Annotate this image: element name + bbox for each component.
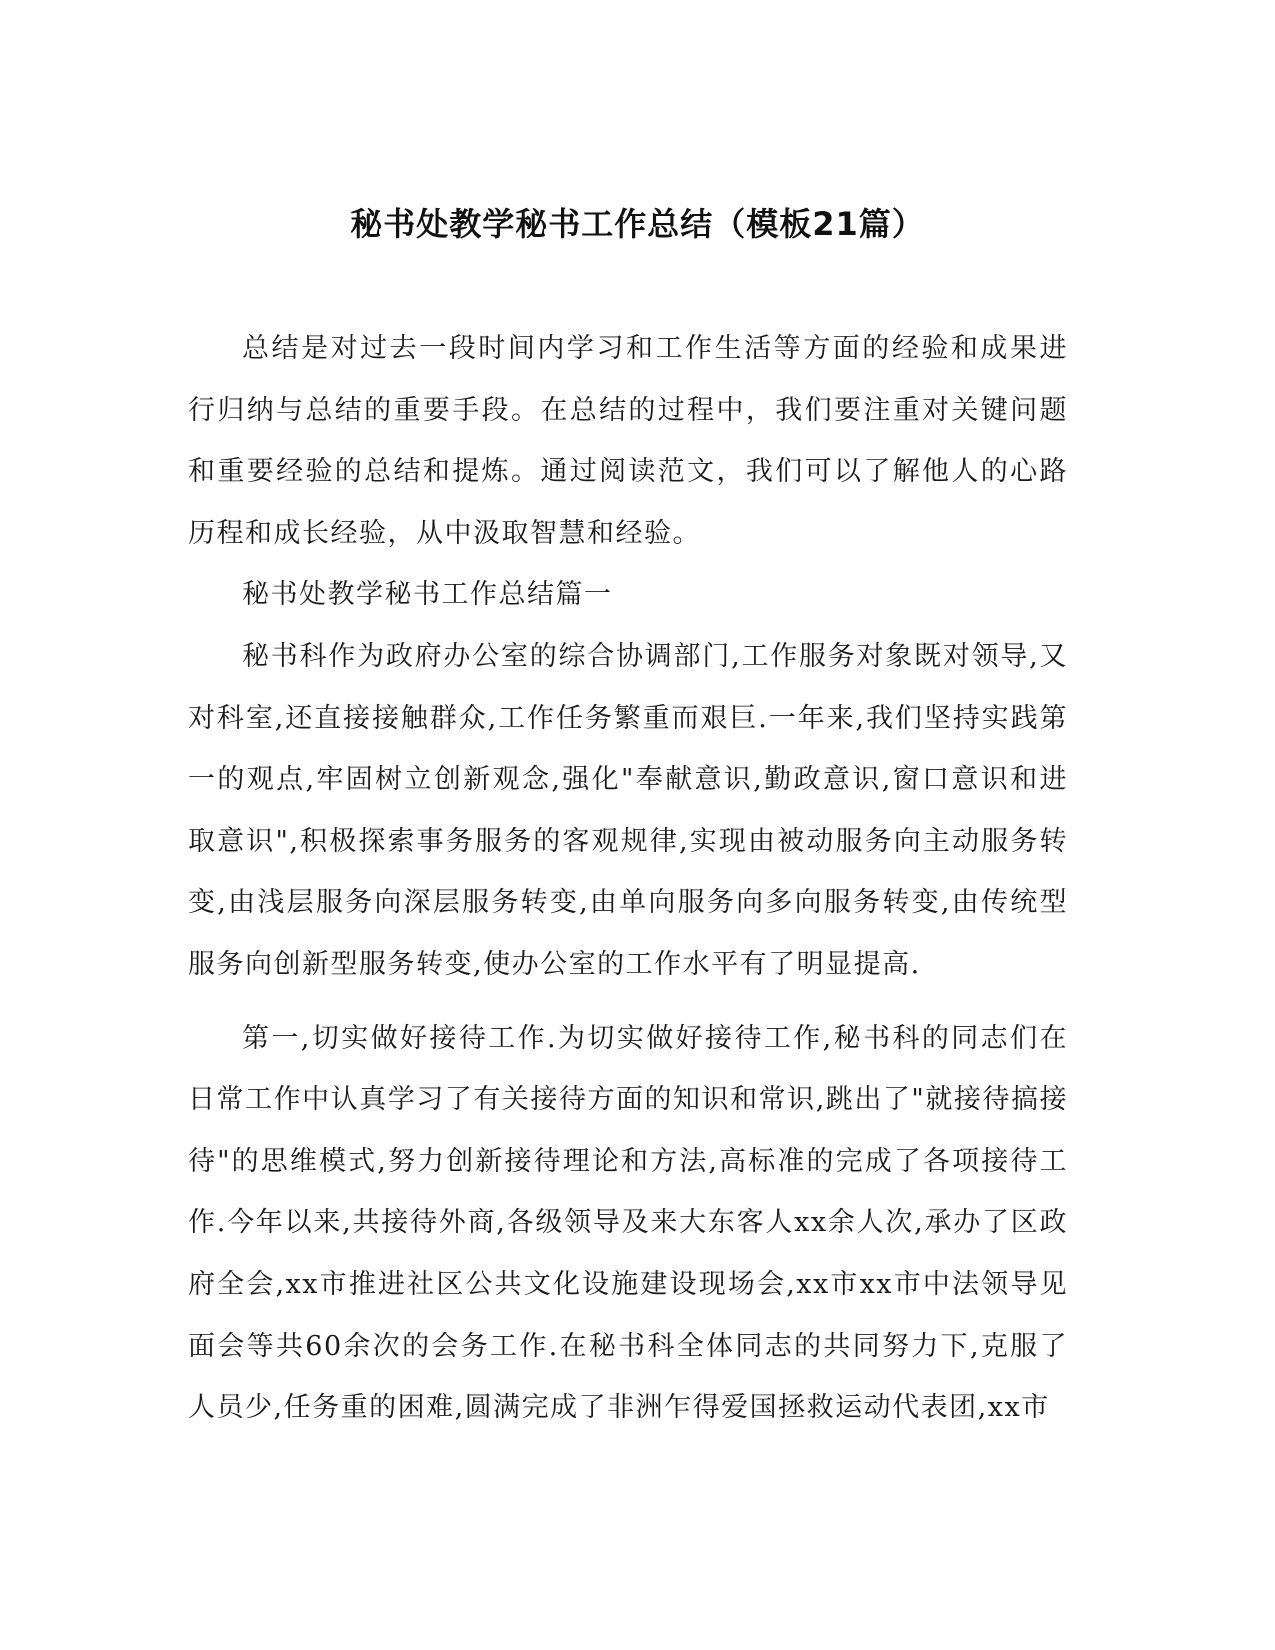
intro-paragraph: 总结是对过去一段时间内学习和工作生活等方面的经验和成果进行归纳与总结的重要手段。在总结的过程中，我们要注重对关键问题和重要经验的总结和提炼。通过阅读范文，我们可以了解他人的心路历程和成长经验，从中汲取智慧和经验。 xyxy=(188,333,1068,549)
paragraph-spacer xyxy=(188,996,1068,1008)
body-paragraph-2: 第一,切实做好接待工作.为切实做好接待工作,秘书科的同志们在日常工作中认真学习了有关接待方面的知识和常识,跳出了"就接待搞接待"的思维模式,努力创新接待理论和方法,高标准的完成了各项接待工作.今年以来,共接待外商,各级领导及来大东客人xx余人次,承办了区政府全会,xx市推进社区公共文化设施建设现场会,xx市xx市中法领导见面会等共60余次的会务工作.在秘书科全体同志的共同努力下,克服了人员少,任务重的困难,圆满完成了非洲乍得爱国拯救运动代表团,xx市 xyxy=(188,1022,1068,1424)
section-heading: 秘书处教学秘书工作总结篇一 xyxy=(242,579,613,611)
document-title: 秘书处教学秘书工作总结（模板21篇） xyxy=(350,205,925,244)
document-body xyxy=(188,318,1068,1439)
body-paragraph-1: 秘书科作为政府办公室的综合协调部门,工作服务对象既对领导,又对科室,还直接接触群众,工作任务繁重而艰巨.一年来,我们坚持实践第一的观点,牢固树立创新观念,强化"奉献意识,勤政意识,窗口意识和进取意识",积极探索事务服务的客观规律,实现由被动服务向主动服务转变,由浅层服务向深层服务转变,由单向服务向多向服务转变,由传统型服务向创新型服务转变,使办公室的工作水平有了明显提高. xyxy=(188,640,1068,980)
